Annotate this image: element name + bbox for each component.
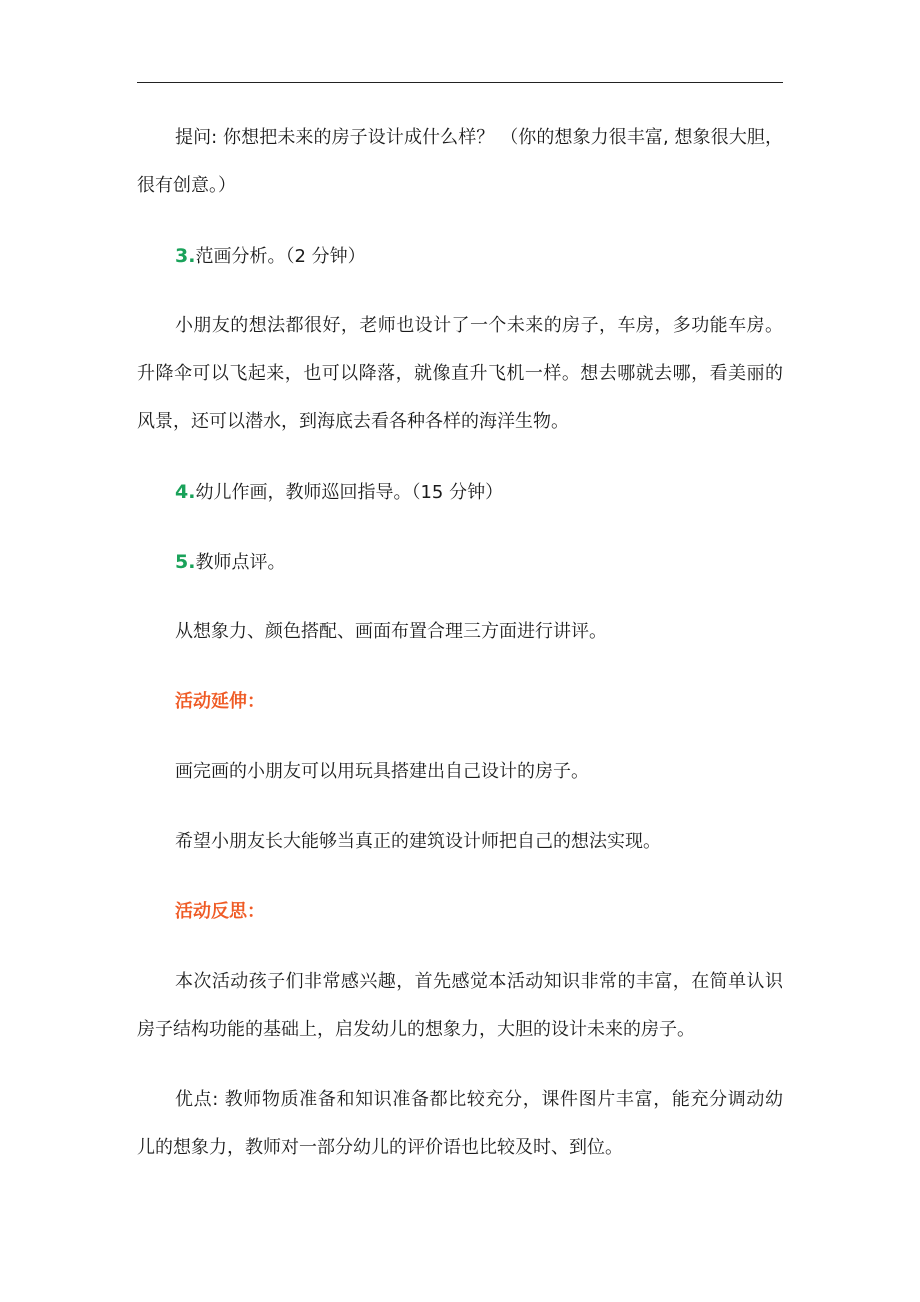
step-5-number: 5. xyxy=(175,551,196,573)
example-line-2: 升降伞可以飞起来，也可以降落，就像直升飞机一样。想去哪就去哪，看美丽的 xyxy=(137,363,783,384)
example-line-1: 小朋友的想法都很好，老师也设计了一个未来的房子，车房，多功能车房。 xyxy=(175,315,783,336)
step-5 xyxy=(175,550,285,575)
header-rule xyxy=(137,82,783,83)
step-4-text: 幼儿作画，教师巡回指导。（15 分钟） xyxy=(195,482,504,503)
extension-line-1: 画完画的小朋友可以用玩具搭建出自己设计的房子。 xyxy=(175,761,589,782)
step-5-text: 教师点评。 xyxy=(195,552,286,573)
reflection-p2-line-2: 儿的想象力，教师对一部分幼儿的评价语也比较及时、到位。 xyxy=(137,1137,623,1158)
question-line-1: 提问: 你想把未来的房子设计成什么样？ （你的想象力很丰富, 想象很大胆， xyxy=(175,127,783,148)
reflection-p2-line-1: 优点: 教师物质准备和知识准备都比较充分，课件图片丰富，能充分调动幼 xyxy=(175,1089,783,1110)
question-line-2: 很有创意。） xyxy=(137,175,236,196)
step-3-number: 3. xyxy=(175,245,196,267)
reflection-p1-line-1: 本次活动孩子们非常感兴趣，首先感觉本活动知识非常的丰富，在简单认识 xyxy=(175,971,783,992)
step-4-number: 4. xyxy=(175,481,196,503)
step-4 xyxy=(175,480,503,505)
step-3-text: 范画分析。（2 分钟） xyxy=(195,246,366,267)
reflection-heading: 活动反思： xyxy=(175,901,265,922)
example-line-3: 风景，还可以潜水，到海底去看各种各样的海洋生物。 xyxy=(137,411,569,432)
review-text: 从想象力、颜色搭配、画面布置合理三方面进行讲评。 xyxy=(175,621,607,642)
reflection-p1-line-2: 房子结构功能的基础上，启发幼儿的想象力，大胆的设计未来的房子。 xyxy=(137,1019,695,1040)
extension-line-2: 希望小朋友长大能够当真正的建筑设计师把自己的想法实现。 xyxy=(175,831,661,852)
step-3 xyxy=(175,244,366,269)
extension-heading: 活动延伸： xyxy=(175,691,265,712)
